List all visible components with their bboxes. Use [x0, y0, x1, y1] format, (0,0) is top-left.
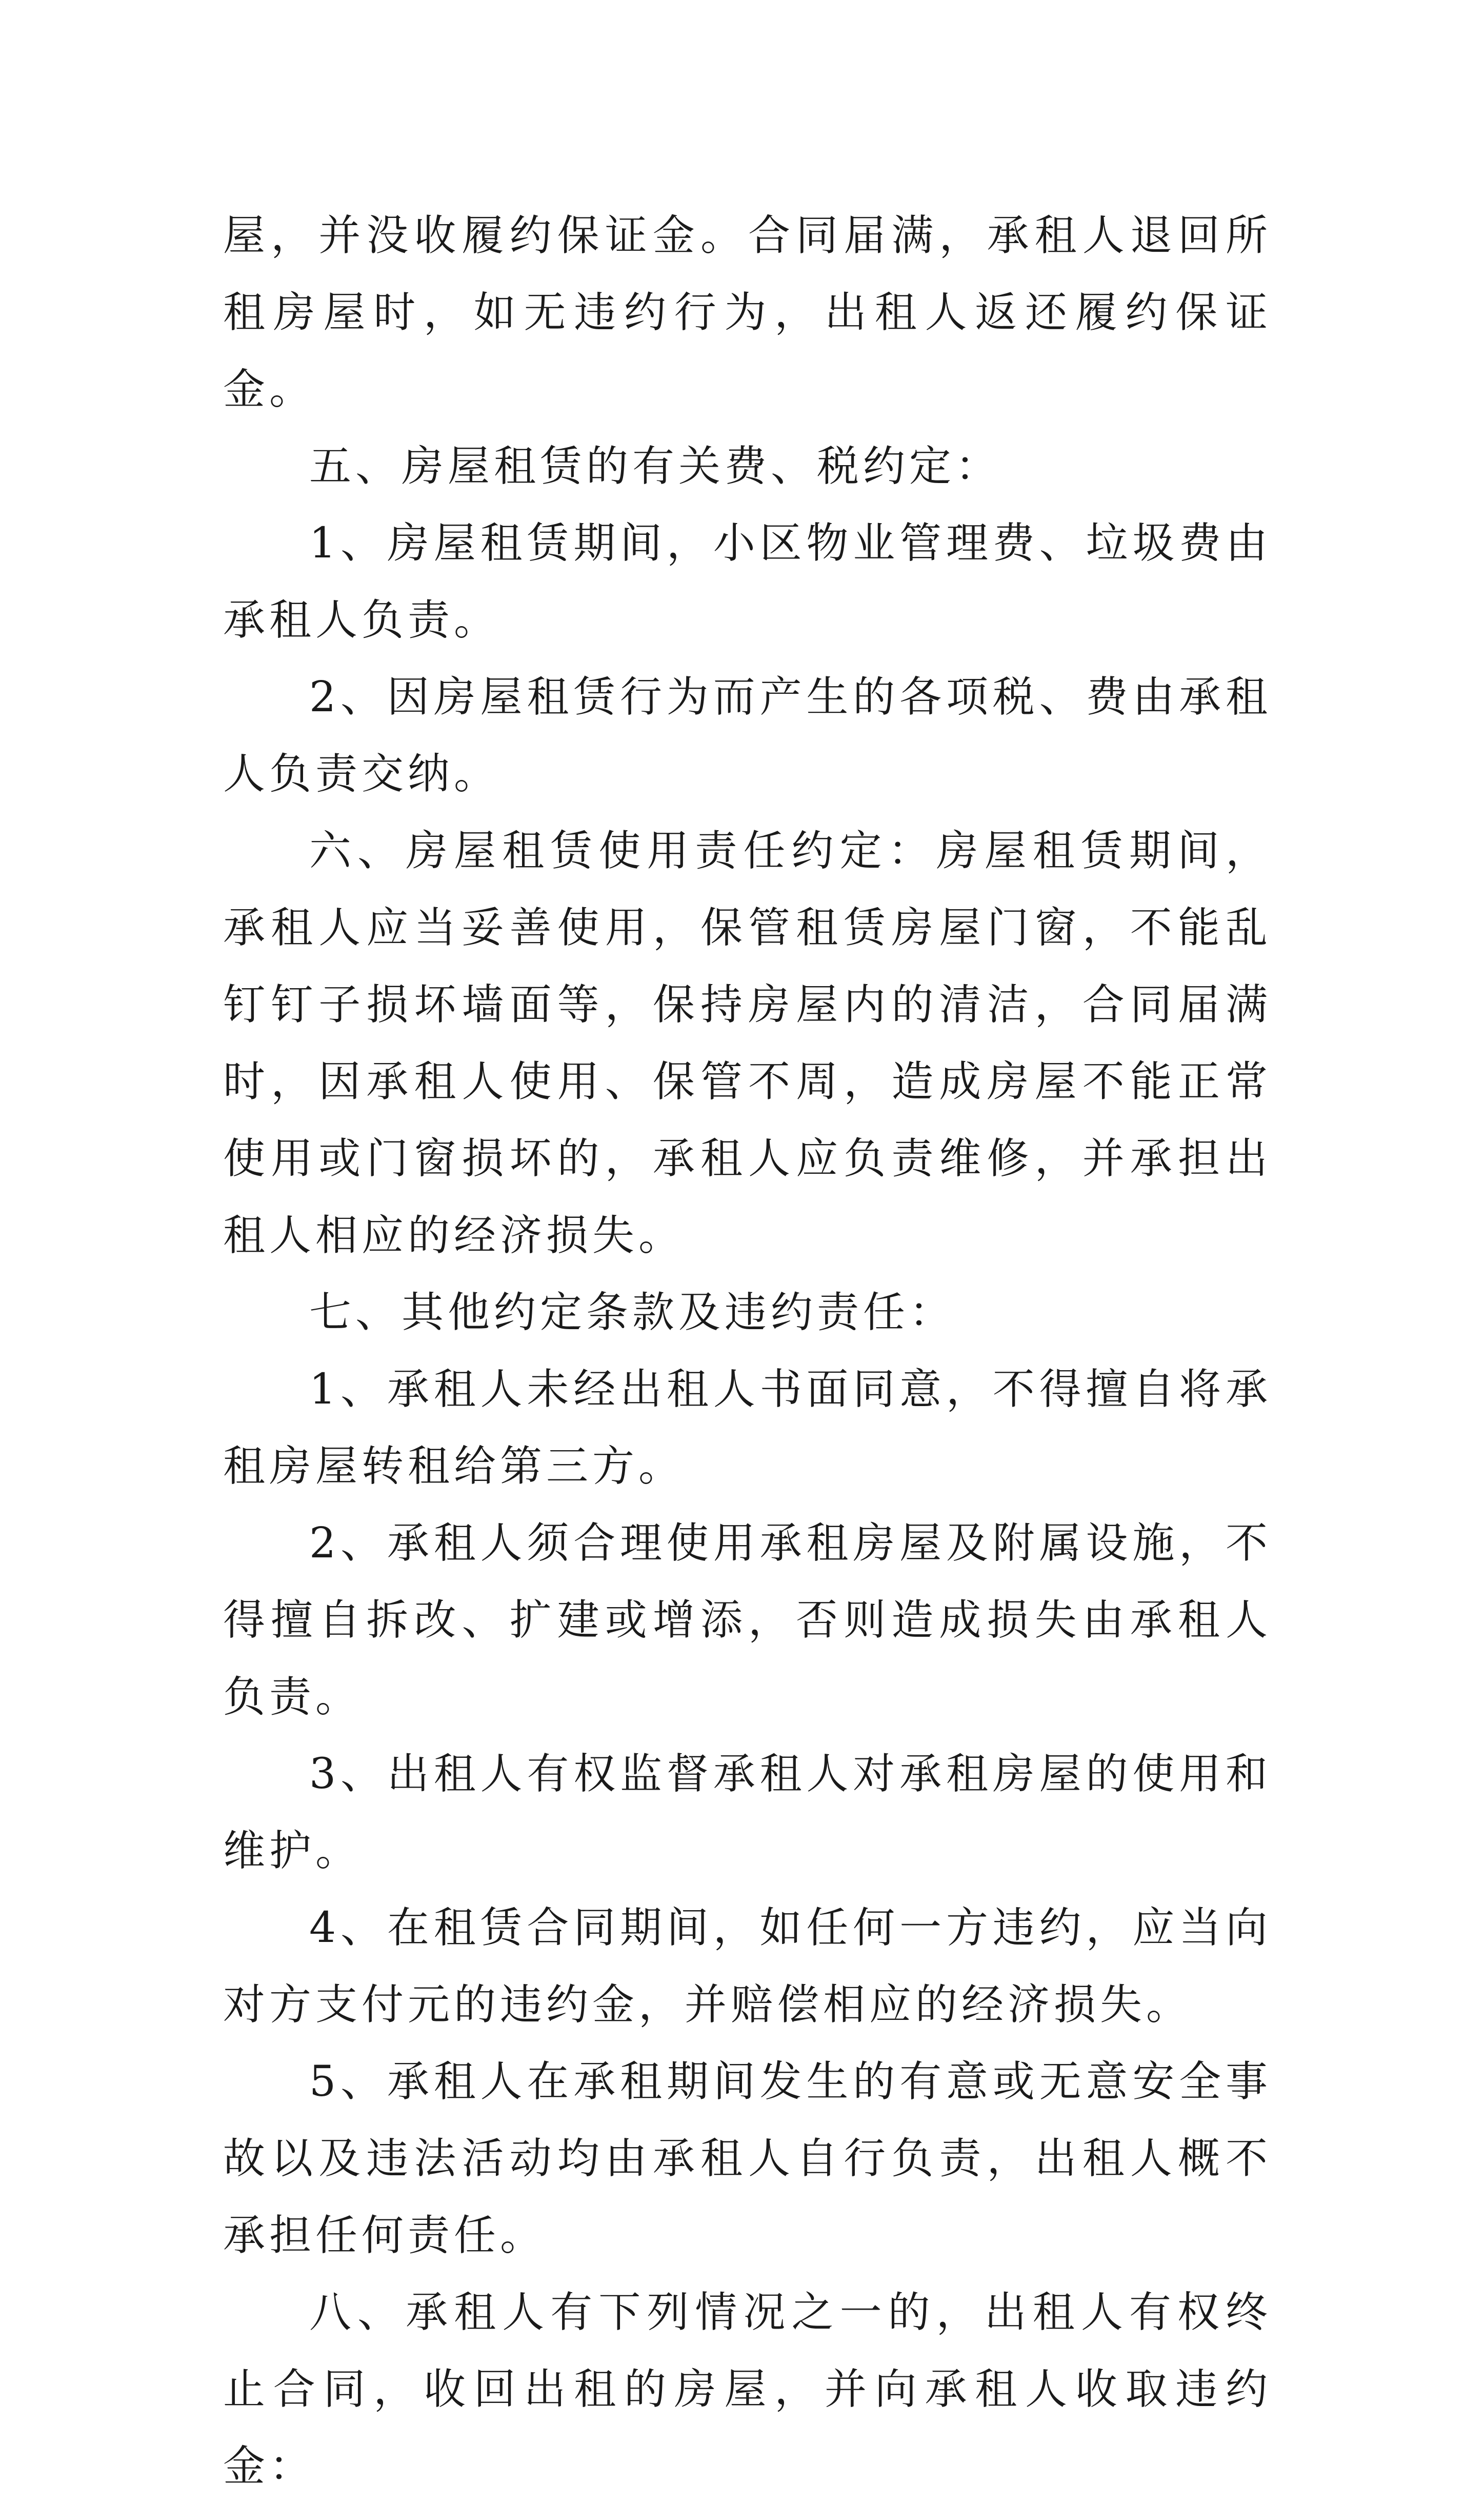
paragraph-continuation: 屋，并没收履约保证金。合同届满，承租人退回所租房屋时，如无违约行为，出租人返还履约保证金。	[223, 211, 1272, 414]
paragraph-section-7-item-5: 5、承租人在承租期间发生的有意或无意安全事故以及违法活动均由承租人自行负责，出租人概不承担任何责任。	[223, 2057, 1272, 2260]
paragraph-section-7-heading: 七、其他约定条款及违约责任：	[309, 1288, 956, 1337]
paragraph-section-8-heading: 八、承租人有下列情况之一的，出租人有权终止合同，收回出租的房屋，并向承租人收取违约金：	[223, 2288, 1272, 2491]
paragraph-section-5-heading: 五、房屋租赁的有关费、税约定：	[309, 442, 1002, 491]
paragraph-section-5-item-2: 2、因房屋租赁行为而产生的各项税、费由承租人负责交纳。	[223, 673, 1272, 798]
paragraph-section-7-item-3: 3、出租人有权监督承租人对承租房屋的使用和维护。	[223, 1750, 1272, 1875]
paragraph-section-7-item-4: 4、在租赁合同期间，如任何一方违约，应当向对方支付元的违约金，并赔偿相应的经济损失。	[223, 1903, 1272, 2029]
paragraph-section-7-item-1: 1、承租人未经出租人书面同意，不得擅自将承租房屋转租给第三方。	[223, 1365, 1272, 1491]
paragraph-section-5-item-1: 1、房屋租赁期间，小区物业管理费、垃圾费由承租人负责。	[223, 519, 1272, 645]
paragraph-section-6: 六、房屋租赁使用责任约定：房屋租赁期间，承租人应当妥善使用，保管租赁房屋门窗，不能乱钉钉子损坏墙面等，保持房屋内的清洁，合同届满时，因承租人使用、保管不周，造成房屋不能正常使用或门窗损坏的，承租人应负责维修，并承担出租人相应的经济损失。	[223, 827, 1272, 1260]
paragraph-section-7-item-2: 2、承租人须合理使用承租房屋及附属设施，不得擅自拆改、扩建或增添，否则造成损失由承租人负责。	[223, 1519, 1272, 1721]
document-body	[223, 197, 1272, 2505]
